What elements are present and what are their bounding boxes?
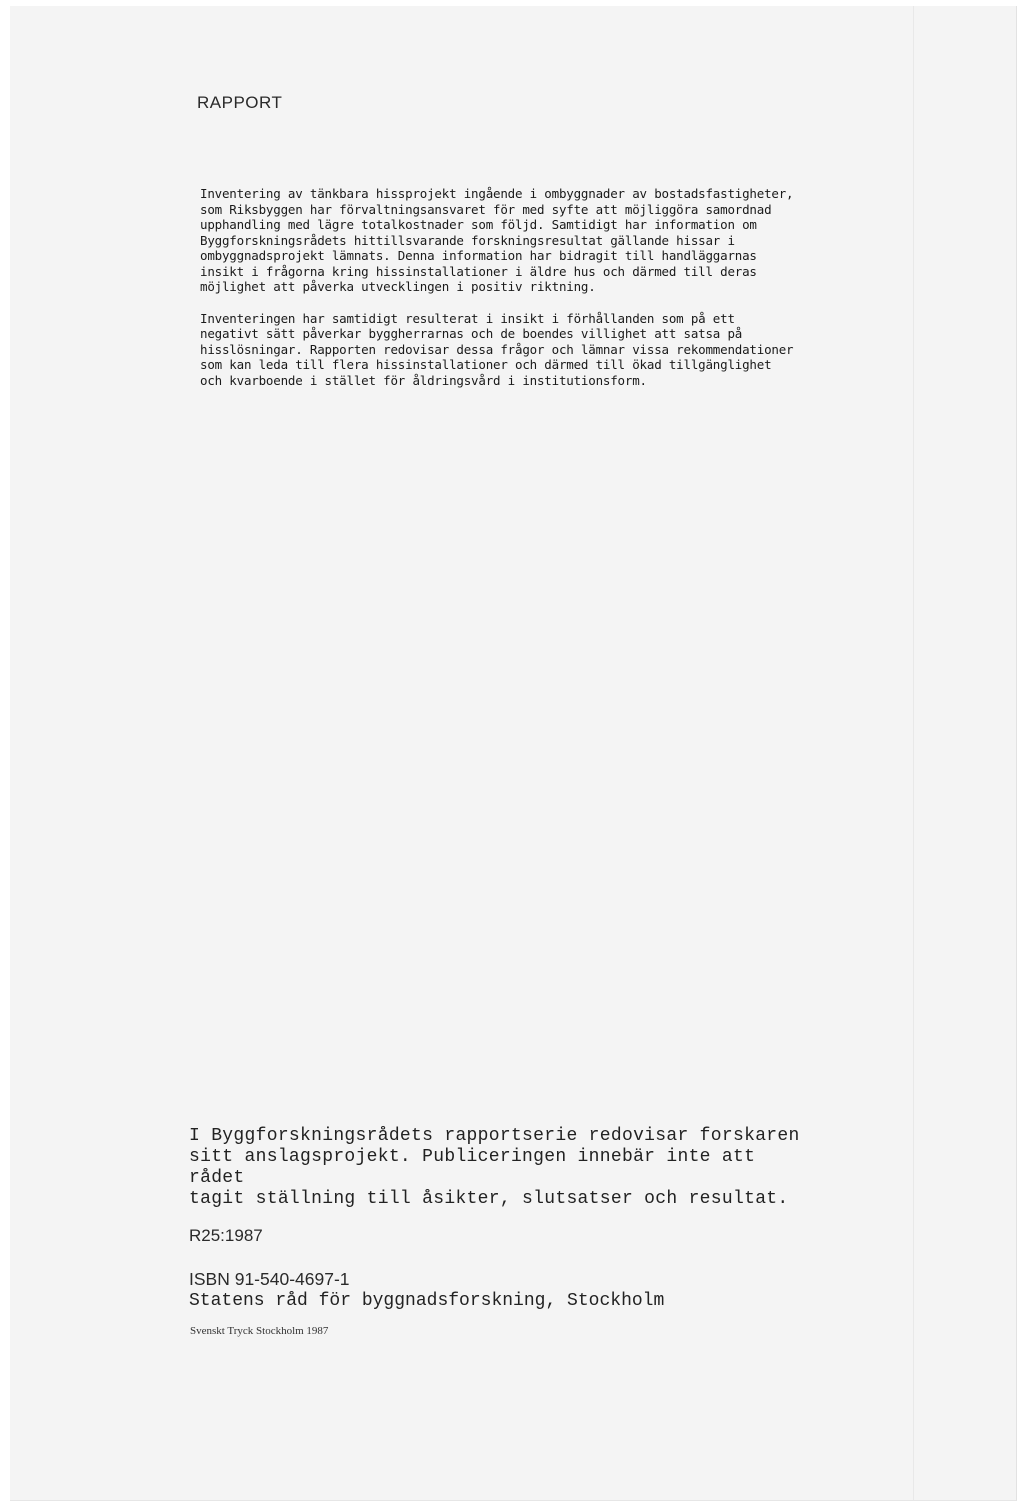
series-note-line-3: tagit ställning till åsikter, slutsatser och resultat. — [189, 1189, 789, 1209]
series-note-line-2: sitt anslagsprojekt. Publiceringen innebär inte att rådet — [189, 1147, 756, 1188]
publisher: Statens råd för byggnadsforskning, Stockholm — [189, 1291, 665, 1311]
series-note — [189, 1126, 809, 1210]
printer-line: Svenskt Tryck Stockholm 1987 — [190, 1325, 329, 1337]
report-number: R25:1987 — [189, 1226, 263, 1245]
abstract-paragraph-1: Inventering av tänkbara hissprojekt ingående i ombyggnader av bostadsfastigheter, som Riksbyggen har förvaltningsansvaret för med syfte att möjliggöra samordnad upphandling med lägre totalkostnader som följd. Samtidigt har information om Byggforskningsrådets hittillsvarande forskningsresultat gällande hissar i ombyggnadsprojekt lämnats. Denna information har bidragit till handläggarnas insikt i frågorna kring hissinstallationer i äldre hus och därmed till deras möjlighet att påverka utvecklingen i positiv riktning. — [200, 186, 794, 294]
page-fold-line — [913, 6, 914, 1500]
abstract-paragraph-2: Inventeringen har samtidigt resulterat i insikt i förhållanden som på ett negativt sätt påverkar byggherrarnas och de boendes villighet att satsa på hisslösningar. Rapporten redovisar dessa frågor och lämnar vissa rekommendationer som kan leda till flera hissinstallationer och därmed till ökad tillgänglighet och kvarboende i stället för åldringsvård i institutionsform. — [200, 310, 794, 388]
report-heading: RAPPORT — [197, 93, 283, 112]
series-note-line-1: I Byggforskningsrådets rapportserie redovisar forskaren — [189, 1126, 800, 1146]
abstract — [200, 186, 800, 404]
isbn: ISBN 91-540-4697-1 — [189, 1269, 350, 1289]
